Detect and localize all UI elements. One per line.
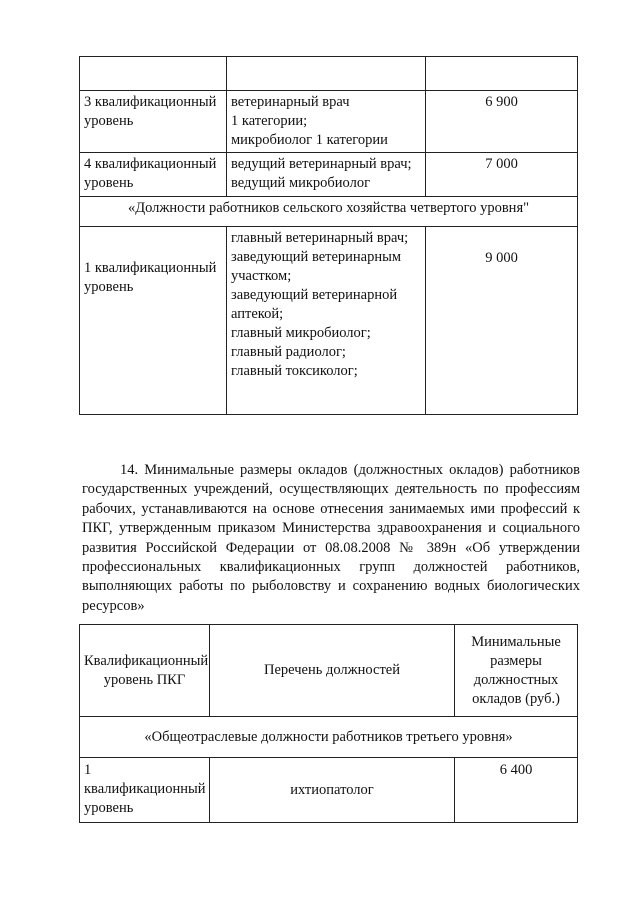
position-line: аптекой; <box>231 306 284 322</box>
table-row-empty <box>80 57 578 91</box>
positions-cell <box>227 153 426 197</box>
group-title-row <box>80 717 578 758</box>
position-line: ведущий микробиолог <box>231 175 371 191</box>
qualification-level: 4 квалификационный уровень <box>80 153 227 197</box>
table-row <box>80 227 578 415</box>
salary-value: 6 900 <box>426 91 578 153</box>
qualification-level: 1 квалификационный уровень <box>80 227 227 415</box>
salary-table-bottom <box>79 624 578 823</box>
salary-value: 6 400 <box>455 758 578 823</box>
group-title-row <box>80 197 578 227</box>
qualification-level: 3 квалификационный уровень <box>80 91 227 153</box>
salary-value: 7 000 <box>426 153 578 197</box>
position-line: ведущий ветеринарный врач; <box>231 156 412 172</box>
column-header-level: Квалификационный уровень ПКГ <box>80 625 210 717</box>
positions-cell <box>227 91 426 153</box>
position-line: главный радиолог; <box>231 344 346 360</box>
position-line: микробиолог 1 категории <box>231 132 388 148</box>
position-line: заведующий ветеринарной <box>231 287 398 303</box>
paragraph-14: 14. Минимальные размеры окладов (должностных окладов) работников государственных учреждений, осуществляющих деятельность по профессиям рабочих, устанавливаются на основе отнесения занимаемых ими профессий к ПКГ, утвержденным приказом Министерства здравоохранения и социального развития Российской Федерации от 08.08.2008 № 389н «Об утверждении профессиональных квалификационных групп должностей работников, выполняющих работы по рыболовству и сохранению водных биологических ресурсов» <box>82 462 580 614</box>
group-title: «Должности работников сельского хозяйства четвертого уровня" <box>80 197 578 227</box>
position-line: 1 категории; <box>231 113 308 129</box>
table-row <box>80 758 578 823</box>
qualification-level: 1 квалификационный уровень <box>80 758 210 823</box>
position-line: заведующий ветеринарным <box>231 249 402 265</box>
position-line: участком; <box>231 268 292 284</box>
position-line: главный токсиколог; <box>231 363 358 379</box>
position-line: главный ветеринарный врач; <box>231 230 409 246</box>
positions-cell <box>227 227 426 415</box>
table-row <box>80 91 578 153</box>
column-header-salary: Минимальные размеры должностных окладов (руб.) <box>455 625 578 717</box>
position-line: ветеринарный врач <box>231 94 350 110</box>
column-header-positions: Перечень должностей <box>210 625 455 717</box>
position-name: ихтиопатолог <box>210 758 455 823</box>
position-line: главный микробиолог; <box>231 325 371 341</box>
salary-value: 9 000 <box>426 227 578 415</box>
table-header-row <box>80 625 578 717</box>
table-row <box>80 153 578 197</box>
group-title: «Общеотраслевые должности работников третьего уровня» <box>80 717 578 758</box>
salary-table-top <box>79 56 578 415</box>
